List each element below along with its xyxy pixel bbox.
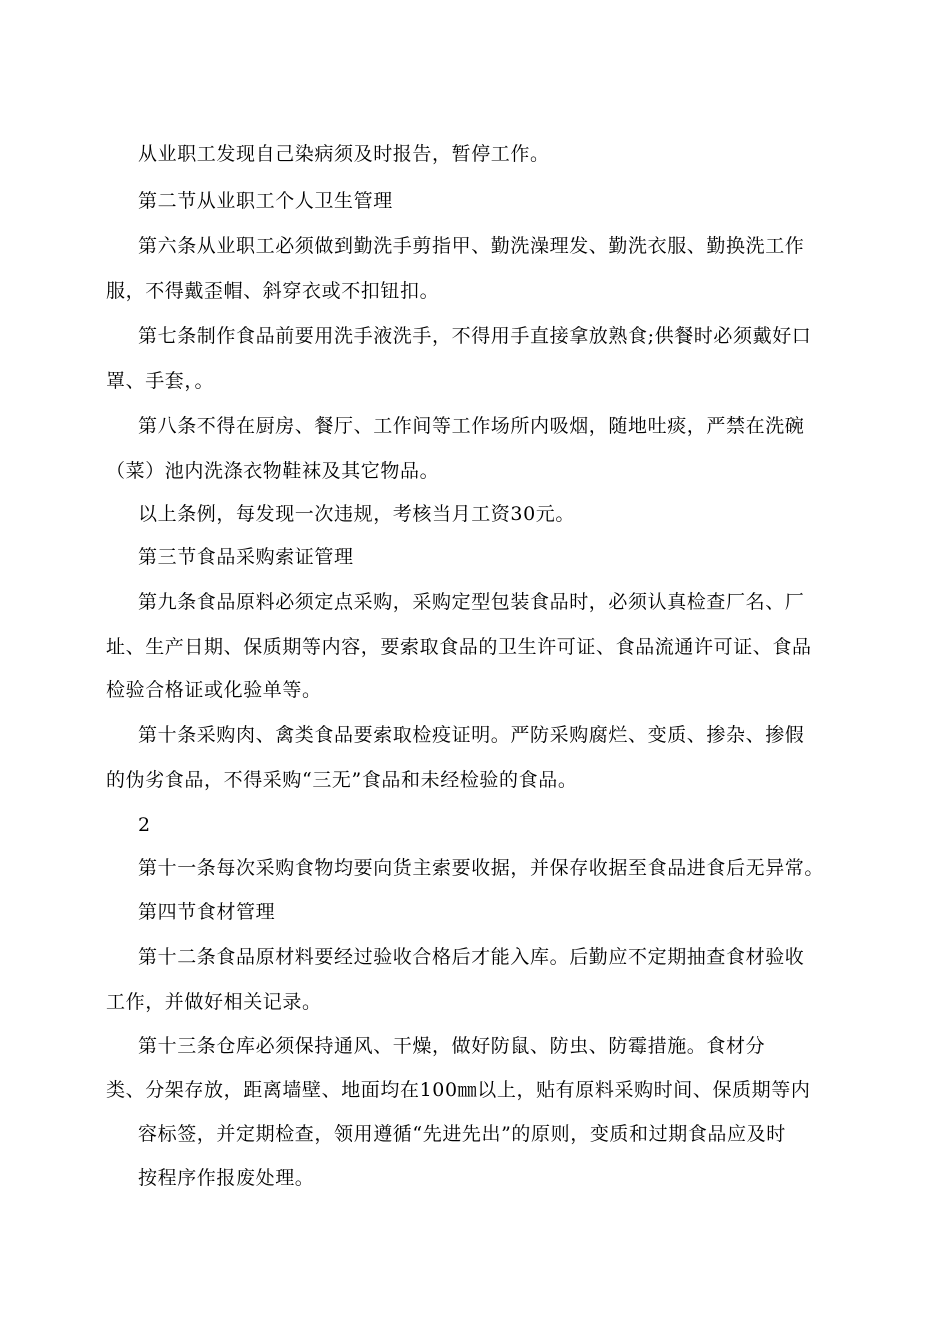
article-text-line: 罩、手套，。	[106, 370, 215, 392]
article-text-line: 址、生产日期、保质期等内容，要索取食品的卫生许可证、食品流通许可证、食品	[106, 636, 812, 658]
article-text-line: 第十二条食品原材料要经过验收合格后才能入库。后勤应不定期抽查食材验收	[138, 946, 805, 968]
page-number: 2	[138, 814, 151, 836]
text-line: 从业职工发现自己染病须及时报告，暂停工作。	[138, 143, 550, 165]
section-heading: 第二节从业职工个人卫生管理	[138, 190, 393, 212]
article-text-line: 第十三条仓库必须保持通风、干燥，做好防鼠、防虫、防霉措施。食材分	[138, 1035, 766, 1057]
article-text-line: 第六条从业职工必须做到勤洗手剪指甲、勤洗澡理发、勤洗衣服、勤换洗工作	[138, 235, 805, 257]
article-text-line: 容标签，并定期检查，领用遵循“先进先出”的原则，变质和过期食品应及时	[138, 1123, 786, 1145]
article-text-line: 第九条食品原料必须定点采购，采购定型包装食品时，必须认真检查厂名、厂	[138, 591, 805, 613]
article-text-line: 检验合格证或化验单等。	[106, 679, 322, 701]
article-text-line: 服，不得戴歪帽、斜穿衣或不扣钮扣。	[106, 280, 440, 302]
article-text-line: 第十一条每次采购食物均要向货主索要收据，并保存收据至食品进食后无异常。	[138, 857, 825, 879]
article-text-line: （菜）池内洗涤衣物鞋袜及其它物品。	[106, 460, 440, 482]
article-text-line: 第八条不得在厨房、餐厅、工作间等工作场所内吸烟，随地吐痰，严禁在洗碗	[138, 415, 805, 437]
article-text-line: 第十条采购肉、禽类食品要索取检疫证明。严防采购腐烂、变质、掺杂、掺假	[138, 724, 805, 746]
text-line: 以上条例，每发现一次违规，考核当月工资30元。	[138, 503, 575, 525]
article-text-line: 的伪劣食品，不得采购“三无”食品和未经检验的食品。	[106, 769, 578, 791]
section-heading: 第三节食品采购索证管理	[138, 546, 354, 568]
article-text-line: 第七条制作食品前要用洗手液洗手，不得用手直接拿放熟食;供餐时必须戴好口	[138, 325, 812, 347]
section-heading: 第四节食材管理	[138, 901, 276, 923]
article-text-line: 按程序作报废处理。	[138, 1167, 315, 1189]
article-text-line: 工作，并做好相关记录。	[106, 991, 322, 1013]
article-text-line: 类、分架存放，距离墙壁、地面均在100㎜以上，贴有原料采购时间、保质期等内	[106, 1079, 811, 1101]
